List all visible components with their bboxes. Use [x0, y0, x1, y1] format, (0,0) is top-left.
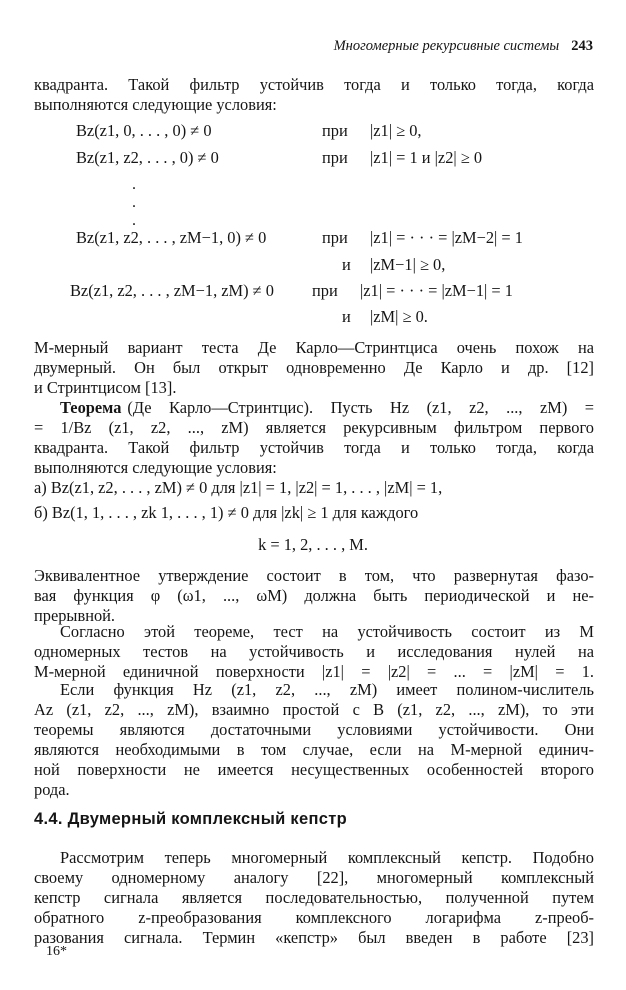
text-line: прерывной. — [34, 606, 116, 625]
formula-line: а) Bz(z1, z2, . . . , zM) ≠ 0 для |z1| = 1, |z2| = 1, . . . , |zM| = 1, — [34, 478, 443, 497]
text-line: (Де Карло—Стринтцис). Пусть Hz (z1, z2, ..., zM) = — [127, 398, 594, 417]
formula-line: б) Bz(1, 1, . . . , zk 1, . . . , 1) ≠ 0 для |zk| ≥ 1 для каждого — [34, 503, 419, 522]
text-line: обратного z-преобразования комплексного логарифма z-преоб- — [34, 908, 594, 927]
text-line: Согласно этой теореме, тест на устойчивость состоит из M — [60, 622, 594, 641]
text-line: и Стринтцисом [13]. — [34, 378, 177, 397]
text-line: Если функция Hz (z1, z2, ..., zM) имеет полином-числитель — [60, 680, 594, 699]
text-line: = 1/Bz (z1, z2, ..., zM) является рекурсивным фильтром первого — [34, 418, 594, 437]
formula-word: при — [312, 281, 338, 300]
formula-word: и — [342, 255, 351, 274]
text-line: Рассмотрим теперь многомерный комплексный кепстр. Подобно — [60, 848, 594, 867]
section-heading: 4.4. Двумерный комплексный кепстр — [34, 810, 347, 828]
text-line: выполняются следующие условия: — [34, 458, 277, 477]
text-line: своему одномерному аналогу [22], многомерный комплексный — [34, 868, 594, 887]
signature-mark: 16* — [46, 944, 67, 959]
theorem-line — [60, 398, 594, 418]
text-line: Az (z1, z2, ..., zM), взаимно простой с B (z1, z2, ..., zM), то эти — [34, 700, 594, 719]
formula-left: Bz(z1, z2, . . . , zM−1, zM) ≠ 0 — [70, 281, 274, 300]
text-line: Эквивалентное утверждение состоит в том, что развернутая фазо- — [34, 566, 594, 585]
text-line: рода. — [34, 780, 70, 799]
formula-word: при — [322, 228, 348, 247]
text-line: одномерных тестов на устойчивость и исследования нулей на — [34, 642, 594, 661]
text-line: M-мерной единичной поверхности |z1| = |z2| = ... = |zM| = 1. — [34, 662, 594, 681]
k-range-formula: k = 1, 2, . . . , M. — [258, 535, 368, 554]
theorem-title: Теорема — [60, 398, 122, 417]
formula-word: при — [322, 121, 348, 140]
formula-word: при — [322, 148, 348, 167]
formula-right: |z1| = 1 и |z2| ≥ 0 — [370, 148, 483, 167]
vertical-dots: . . . — [132, 176, 136, 229]
formula-right: |zM| ≥ 0. — [370, 307, 428, 326]
text-line: выполняются следующие условия: — [34, 95, 277, 114]
formula-right: |zM−1| ≥ 0, — [370, 255, 446, 274]
running-title: Многомерные рекурсивные системы — [333, 38, 560, 54]
text-line: разования сигнала. Термин «кепстр» был введен в работе [23] — [34, 928, 594, 947]
formula-word: и — [342, 307, 351, 326]
formula-left: Bz(z1, 0, . . . , 0) ≠ 0 — [76, 121, 212, 140]
text-line: квадранта. Такой фильтр устойчив тогда и только тогда, когда — [34, 75, 594, 94]
text-line: являются необходимыми в том случае, если на M-мерной единич- — [34, 740, 594, 759]
formula-right: |z1| = · · · = |zM−2| = 1 — [370, 228, 523, 247]
text-line: вая функция φ (ω1, ..., ωM) должна быть периодической и не- — [34, 586, 594, 605]
page-number: 243 — [571, 38, 593, 54]
formula-right: |z1| ≥ 0, — [370, 121, 422, 140]
text-line: квадранта. Такой фильтр устойчив тогда и только тогда, когда — [34, 438, 594, 457]
formula-left: Bz(z1, z2, . . . , zM−1, 0) ≠ 0 — [76, 228, 267, 247]
text-line: ной поверхности не имеется несущественных особенностей второго — [34, 760, 594, 779]
text-line: теоремы являются достаточными условиями устойчивости. Они — [34, 720, 594, 739]
text-line: M-мерный вариант теста Де Карло—Стринтциса очень похож на — [34, 338, 594, 357]
text-line: кепстр сигнала является последовательностью, полученной путем — [34, 888, 594, 907]
formula-left: Bz(z1, z2, . . . , 0) ≠ 0 — [76, 148, 219, 167]
running-header — [0, 38, 593, 55]
text-line: двумерный. Он был открыт одновременно Де Карло и др. [12] — [34, 358, 594, 377]
formula-right: |z1| = · · · = |zM−1| = 1 — [360, 281, 513, 300]
